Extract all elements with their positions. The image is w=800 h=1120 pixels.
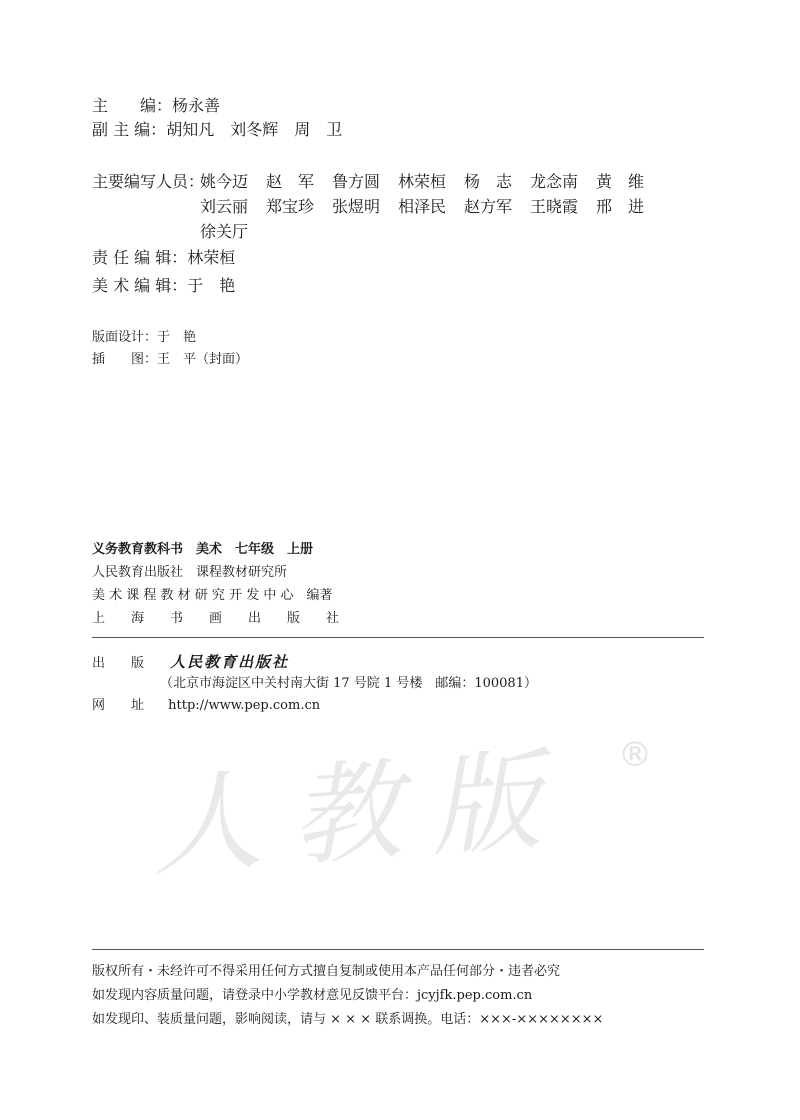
- writer-name: 杨 志: [464, 172, 513, 191]
- website-link[interactable]: http://www.pep.com.cn: [168, 698, 321, 713]
- writer-name: 赵方军: [464, 197, 513, 216]
- writer-name: 徐关厅: [200, 222, 249, 241]
- writer-name: 龙念南: [530, 172, 579, 191]
- publisher-line: 人民教育出版社 课程教材研究所: [92, 565, 288, 580]
- art-editor-name: 于 艳: [187, 276, 236, 295]
- shanghai-publisher-line: 上 海 书 画 出 版 社: [92, 611, 340, 626]
- watermark-logo: 人教版: [146, 734, 575, 892]
- writers-row-3: [200, 220, 266, 244]
- writer-name: 姚今迈: [200, 172, 249, 191]
- writers-row-2: [200, 195, 662, 219]
- divider-bottom: [92, 949, 704, 950]
- layout-design-label: 版面设计：: [92, 330, 158, 345]
- responsible-editor-label: 责 任 编 辑：: [92, 248, 188, 267]
- chief-editor-line: [92, 94, 220, 118]
- chief-editor-label: 主 编：: [92, 96, 173, 115]
- registered-mark: ®: [618, 735, 652, 775]
- book-title: 义务教育教科书 美术 七年级 上册: [92, 542, 314, 557]
- responsible-editor-line: [92, 246, 235, 270]
- writers-label: 主要编写人员：: [92, 172, 205, 191]
- writer-name: 郑宝珍: [266, 197, 315, 216]
- writer-name: 刘云丽: [200, 197, 249, 216]
- writers-row-1: [200, 170, 662, 194]
- publish-line: [92, 652, 289, 674]
- illustration-line: [92, 350, 248, 370]
- art-editor-line: [92, 274, 235, 298]
- writer-name: 邢 进: [596, 197, 645, 216]
- writer-name: 相泽民: [398, 197, 447, 216]
- publish-label: 出 版: [92, 656, 145, 671]
- layout-design-line: [92, 328, 196, 348]
- chief-editor-name: 杨永善: [172, 96, 221, 115]
- publisher-address: （北京市海淀区中关村南大街 17 号院 1 号楼 邮编：100081）: [160, 676, 537, 691]
- writer-name: 赵 军: [266, 172, 315, 191]
- writer-name: 林荣桓: [398, 172, 447, 191]
- research-center-line: 美 术 课 程 教 材 研 究 开 发 中 心 编著: [92, 588, 333, 603]
- website-label: 网 址: [92, 698, 145, 713]
- deputy-editor-line: [92, 118, 342, 142]
- divider-top: [92, 637, 704, 638]
- writer-name: 黄 维: [596, 172, 645, 191]
- responsible-editor-name: 林荣桓: [187, 248, 236, 267]
- copyright-notice: 版权所有・未经许可不得采用任何方式擅自复制或使用本产品任何部分・违者必究: [92, 964, 561, 979]
- layout-design-name: 于 艳: [157, 330, 197, 345]
- illustration-name: 王 平（封面）: [157, 352, 249, 367]
- website-line: [92, 696, 320, 716]
- illustration-label: 插 图：: [92, 352, 158, 367]
- deputy-editor-label: 副 主 编：: [92, 120, 167, 139]
- print-issue-notice: 如发现印、装质量问题，影响阅读，请与 × × × 联系调换。电话：×××-××××××××: [92, 1012, 604, 1027]
- writer-name: 王晓霞: [530, 197, 579, 216]
- art-editor-label: 美 术 编 辑：: [92, 276, 188, 295]
- quality-feedback-notice: 如发现内容质量问题，请登录中小学教材意见反馈平台：jcyjfk.pep.com.cn: [92, 988, 533, 1003]
- writer-name: 张煜明: [332, 197, 381, 216]
- deputy-editor-names: 胡知凡 刘冬辉 周 卫: [166, 120, 343, 139]
- writer-name: 鲁方圆: [332, 172, 381, 191]
- publisher-logo: 人民教育出版社: [170, 653, 290, 671]
